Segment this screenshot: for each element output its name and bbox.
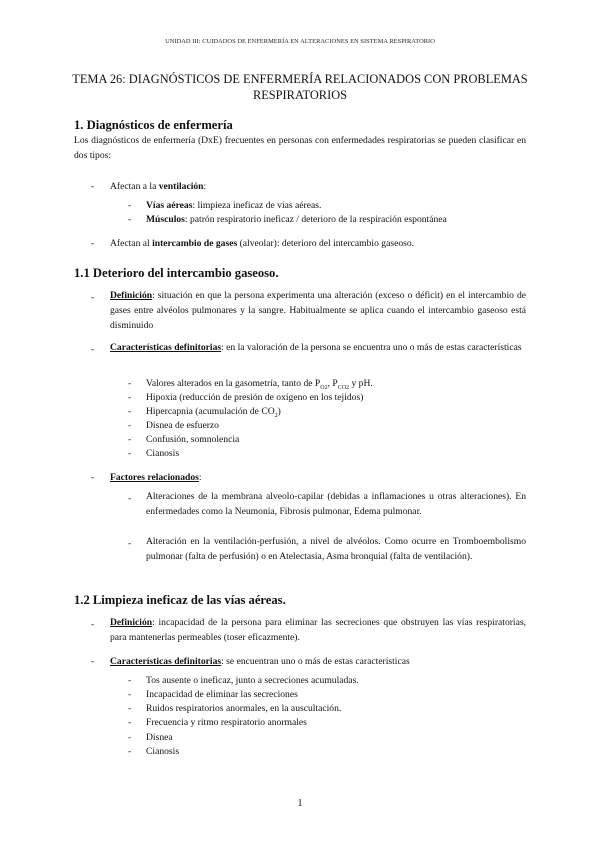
factor-item-ventilacion-perfusion: Alteración en la ventilación-perfusión, a nivel de alvéolos. Como ocurre en Tromboembolismo pulmonar (falta de perfusión) o en Atelectasia, Asma bronquial (falta de ventilación). [146, 536, 526, 563]
dash-marker: - [91, 619, 95, 630]
dash-marker: - [128, 675, 132, 686]
list-item: Cianosis [146, 746, 180, 757]
dash-marker: - [128, 420, 132, 431]
dash-marker: - [128, 717, 132, 728]
dash-marker: - [91, 344, 95, 355]
section-1-intro: Los diagnósticos de enfermería (DxE) frecuentes en personas con enfermedades respiratorias se pueden clasificar en dos tipos: [74, 135, 526, 162]
section-1-heading: 1. Diagnósticos de enfermería [74, 118, 233, 132]
list-item: Incapacidad de eliminar las secreciones [146, 689, 298, 700]
dash-marker: - [128, 493, 132, 504]
factor-item-membrana: Alteraciones de la membrana alveolo-capilar (debidas a inflamaciones u otras alteraciones). En enfermedades como la Neumonía, Fibrosis pulmonar, Edema pulmonar. [146, 491, 526, 518]
dash-marker: - [128, 732, 132, 743]
dash-marker: - [128, 746, 132, 757]
dash-marker: - [128, 406, 132, 417]
list-item: Disnea [146, 732, 173, 743]
char-item-confusion: Confusión, somnolencia [146, 434, 240, 445]
section-1-1-heading: 1.1 Deterioro del intercambio gaseoso. [74, 266, 279, 280]
dash-marker: - [128, 703, 132, 714]
dash-marker: - [91, 472, 95, 483]
dash-marker: - [128, 392, 132, 403]
definition-paragraph-2: Definición: incapacidad de la persona para eliminar las secreciones que obstruyen las vías respiratorias, para mantenerlas permeables (toser eficazmente). [110, 617, 526, 644]
char-item-hipercapnia: Hipercapnia (acumulación de $CO_2$) [146, 406, 281, 419]
dash-marker: - [91, 656, 95, 667]
dash-marker: - [128, 538, 132, 549]
list-item: Frecuencia y ritmo respiratorio anormales [146, 717, 307, 728]
dash-marker: - [128, 448, 132, 459]
char-item-disnea: Disnea de esfuerzo [146, 420, 219, 431]
running-header: UNIDAD III: CUIDADOS DE ENFERMERÍA EN ALTERACIONES EN SISTEMA RESPIRATORIO [165, 38, 435, 45]
char-item-cianosis: Cianosis [146, 448, 180, 459]
dash-marker: - [128, 434, 132, 445]
dash-marker: - [128, 378, 132, 389]
page-number: 1 [297, 798, 303, 809]
dash-marker: - [91, 292, 95, 303]
char-item-gasometria: Valores alterados en la gasometría, tanto de $P_{O2}$, $P_{CO2}$ y pH. [146, 378, 373, 391]
dash-marker: - [91, 238, 95, 249]
bullet-intercambio: Afectan al intercambio de gases (alveolar): deterioro del intercambio gaseoso. [110, 238, 415, 249]
factors-heading: Factores relacionados: [110, 472, 202, 483]
dash-marker: - [128, 689, 132, 700]
char-item-hipoxia: Hipoxia (reducción de presión de oxígeno en los tejidos) [146, 392, 364, 403]
section-1-2-heading: 1.2 Limpieza ineficaz de las vías aéreas. [74, 593, 286, 607]
definition-paragraph: Definición: situación en que la persona experimenta una alteración (exceso o déficit) en el intercambio de gases entre alvéolos pulmonares y la sangre. Habitualmente se aplica cuando el intercambio gaseoso está disminuido [110, 290, 526, 332]
characteristics-paragraph-2: Características definitorias: se encuentran uno o más de estas características [110, 656, 410, 667]
list-item: Ruidos respiratorios anormales, en la auscultación. [146, 703, 342, 714]
document-title: TEMA 26: DIAGNÓSTICOS DE ENFERMERÍA RELACIONADOS CON PROBLEMAS RESPIRATORIOS [72, 72, 528, 102]
sub-musculos: Músculos: patrón respiratorio ineficaz / deterioro de la respiración espontánea [146, 214, 447, 225]
list-item: Tos ausente o ineficaz, junto a secreciones acumuladas. [146, 675, 359, 686]
dash-marker: - [128, 214, 132, 225]
dash-marker: - [128, 200, 132, 211]
sub-vias-aereas: Vías aéreas: limpieza ineficaz de vías aéreas. [146, 200, 322, 211]
dash-marker: - [91, 181, 95, 192]
characteristics-paragraph: Características definitorias: en la valoración de la persona se encuentra uno o más de estas características [110, 342, 522, 353]
bullet-ventilacion: Afectan a la ventilación: [110, 181, 207, 192]
